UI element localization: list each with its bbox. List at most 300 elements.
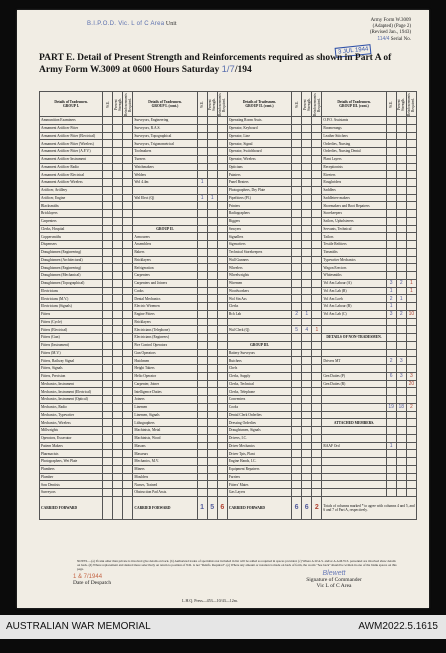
strength-cell (302, 411, 312, 419)
tradesman-label: Mechanics, Instrument (Optical) (40, 396, 103, 404)
strength-cell (113, 334, 123, 342)
tradesman-label: Conveniers (227, 396, 291, 404)
required-cell (312, 124, 322, 132)
required-cell (217, 171, 227, 179)
required-cell (406, 450, 416, 458)
strength-cell (113, 117, 123, 125)
tradesman-label: Printers (227, 202, 291, 210)
required-cell (217, 140, 227, 148)
tradesman-label: Equipment Repairers (227, 465, 291, 473)
we-cell (292, 210, 302, 218)
strength-cell (302, 132, 312, 140)
required-cell (123, 303, 133, 311)
required-cell (217, 326, 227, 334)
we-cell: 19 (386, 403, 396, 411)
we-cell (103, 148, 113, 156)
we-cell (103, 256, 113, 264)
strength-cell: 2 (396, 310, 406, 318)
we-cell (386, 171, 396, 179)
we-cell: 3 (386, 279, 396, 287)
tradesman-label (133, 210, 197, 218)
tradesman-label: Mechanics, Radio (40, 403, 103, 411)
we-cell (197, 217, 207, 225)
we-cell (386, 481, 396, 489)
tradesman-label: Coppersmiths (40, 233, 103, 241)
tradesman-label: Helio Operator (133, 372, 197, 380)
required-cell (123, 225, 133, 233)
strength-cell: 3 (396, 357, 406, 365)
strength-cell (302, 256, 312, 264)
we-cell (292, 473, 302, 481)
tradesman-label: Farriers (227, 473, 291, 481)
required-cell (406, 155, 416, 163)
table-row (40, 458, 417, 466)
required-cell (123, 372, 133, 380)
tradesman-label: DETAILS OF NON-TRADESMEN. (322, 334, 386, 342)
required-cell (217, 225, 227, 233)
tradesman-label: Driver Tpts, Plant (227, 450, 291, 458)
tradesman-label (133, 202, 197, 210)
required-cell: 1 (406, 279, 416, 287)
tradesman-label: Clerks, Technical (227, 380, 291, 388)
tradesman-label: Mechanics, Wireless (40, 419, 103, 427)
strength-cell (396, 318, 406, 326)
we-cell (103, 450, 113, 458)
required-cell (406, 442, 416, 450)
we-cell (197, 256, 207, 264)
strength-cell (113, 388, 123, 396)
strength-cell (113, 279, 123, 287)
we-cell (292, 171, 302, 179)
required-cell (312, 225, 322, 233)
we-cell (103, 341, 113, 349)
totals-note: Totals of columns marked * to agree with columns 4 and 5, and 6 and 7 of Part A, respectively. (322, 496, 417, 519)
table-row (40, 233, 417, 241)
tradesman-label: Operating Room Assts. (227, 117, 291, 125)
strength-cell (396, 155, 406, 163)
strength-cell (396, 117, 406, 125)
tradesman-label: Fitters, Precision (40, 372, 103, 380)
required-cell (406, 117, 416, 125)
carried-forward-row (40, 496, 417, 519)
tradesman-label: Fitters, Railway Signal (40, 357, 103, 365)
tradesman-label: Mechanics, M.V. (133, 458, 197, 466)
strength-cell (396, 194, 406, 202)
strength-cell (113, 264, 123, 272)
tradesman-label: Riveters (322, 171, 386, 179)
required-cell (123, 396, 133, 404)
tradesman-label: Vol Am Loeh (322, 295, 386, 303)
we-cell (197, 473, 207, 481)
strength-cell (302, 303, 312, 311)
strength-cell (302, 163, 312, 171)
required-cell (217, 132, 227, 140)
we-cell (197, 450, 207, 458)
required-cell (217, 310, 227, 318)
required-cell (217, 264, 227, 272)
we-cell (197, 272, 207, 280)
required-cell (312, 334, 322, 342)
table-row (40, 217, 417, 225)
strength-cell (207, 396, 217, 404)
required-cell (123, 171, 133, 179)
required-cell: 2 (406, 403, 416, 411)
required-cell (312, 171, 322, 179)
required-cell: 3 (406, 372, 416, 380)
we-cell (292, 450, 302, 458)
strength-cell (396, 132, 406, 140)
we-cell (103, 233, 113, 241)
tradesman-label (322, 450, 386, 458)
strength-cell: 18 (396, 403, 406, 411)
required-cell (312, 434, 322, 442)
required-cell (123, 419, 133, 427)
we-cell (197, 233, 207, 241)
required-cell (406, 334, 416, 342)
strength-cell (207, 465, 217, 473)
strength-cell (207, 334, 217, 342)
strength-cell (207, 186, 217, 194)
required-cell: 20 (406, 380, 416, 388)
signature-label: Signature of Commander (306, 577, 362, 583)
table-row (40, 419, 417, 427)
required-cell (312, 489, 322, 497)
strength-cell (396, 427, 406, 435)
despatch (73, 574, 111, 586)
tradesman-label: Surveyors, Topographical (133, 132, 197, 140)
required-cell (312, 194, 322, 202)
required-cell (217, 334, 227, 342)
strength-cell (396, 380, 406, 388)
required-cell (312, 349, 322, 357)
strength-cell (396, 442, 406, 450)
strength-cell (207, 341, 217, 349)
tradesman-label (322, 403, 386, 411)
we-cell (103, 481, 113, 489)
required-cell (123, 427, 133, 435)
we-cell (386, 341, 396, 349)
tradesman-label: Watchmakers (133, 163, 197, 171)
table-row (40, 434, 417, 442)
strength-cell (396, 264, 406, 272)
we-cell (292, 287, 302, 295)
required-cell (406, 171, 416, 179)
tradesman-label: Carpenters and Joiners (133, 279, 197, 287)
we-cell (103, 303, 113, 311)
required-cell (406, 194, 416, 202)
strength-cell (113, 186, 123, 194)
we-cell (197, 434, 207, 442)
required-cell (217, 256, 227, 264)
unit-handwriting: B.I.P.O.D. Vic. L of C Area (87, 21, 165, 27)
strength-cell (302, 450, 312, 458)
strength-cell (302, 279, 312, 287)
we-cell (197, 427, 207, 435)
tradesman-label: Gun Operators (133, 349, 197, 357)
we-cell (197, 403, 207, 411)
we-cell (292, 303, 302, 311)
strength-cell (207, 264, 217, 272)
we-cell (292, 380, 302, 388)
strength-cell (207, 481, 217, 489)
required-cell (217, 303, 227, 311)
tradesman-label: Electricians (M.V.) (40, 295, 103, 303)
required-cell (123, 334, 133, 342)
tradesman-label: Carpenters (133, 272, 197, 280)
required-cell (406, 179, 416, 187)
strength-cell (207, 450, 217, 458)
required-cell (217, 287, 227, 295)
tradesman-label: Surveyors (40, 489, 103, 497)
we-cell (292, 155, 302, 163)
title-text: Detail of Present Strength and Reinforcements required as shown in Part A of Army Form W.3009 at 0600 Hours Saturday (39, 53, 392, 75)
we-cell: 2 (386, 357, 396, 365)
we-cell (197, 326, 207, 334)
strength-cell (207, 458, 217, 466)
required-cell (312, 357, 322, 365)
carry-label-3: CARRIED FORWARD (227, 496, 291, 519)
tradesman-label: Wheelwrights (227, 272, 291, 280)
required-cell (217, 233, 227, 241)
strength-cell (113, 202, 123, 210)
required-cell (406, 326, 416, 334)
we-cell (386, 256, 396, 264)
required-cell (312, 264, 322, 272)
required-cell (312, 481, 322, 489)
required-cell (123, 248, 133, 256)
tradesman-label: Moulders (133, 473, 197, 481)
we-cell (292, 442, 302, 450)
we-cell (292, 202, 302, 210)
required-cell (123, 287, 133, 295)
serial-number (370, 36, 411, 43)
strength-cell (396, 202, 406, 210)
strength-cell (207, 140, 217, 148)
required-cell (217, 442, 227, 450)
tradesman-label: Shoemakers and Boot Repairers (322, 202, 386, 210)
year: /194 (234, 65, 252, 75)
strength-cell (302, 403, 312, 411)
we-cell (103, 357, 113, 365)
we-cell (386, 365, 396, 373)
we-cell (386, 434, 396, 442)
we-cell (103, 210, 113, 218)
table-row (40, 465, 417, 473)
required-cell (217, 357, 227, 365)
strength-cell (302, 233, 312, 241)
tradesman-label (322, 411, 386, 419)
strength-cell (113, 295, 123, 303)
required-cell (312, 132, 322, 140)
we-cell (292, 148, 302, 156)
table-row (40, 341, 417, 349)
we-cell (386, 163, 396, 171)
we-cell (292, 124, 302, 132)
required-cell (406, 186, 416, 194)
tradesman-label: Wol 4.4m (133, 179, 197, 187)
we-cell (197, 380, 207, 388)
we-cell (386, 148, 396, 156)
required-cell (312, 217, 322, 225)
strength-cell (302, 365, 312, 373)
strength-cell (302, 140, 312, 148)
tradesman-label: Photographers, Wet Plate (40, 458, 103, 466)
we-cell (386, 124, 396, 132)
tradesman-label: Vol Am Lab (R) (322, 287, 386, 295)
required-cell (217, 380, 227, 388)
col-details-4: Details of Tradesmen. GROUP III. (cont.) (322, 92, 386, 117)
tradesman-label: Hatchmen (133, 357, 197, 365)
we-cell (103, 465, 113, 473)
tradesman-label: Pipefitters (Pl.) (227, 194, 291, 202)
we-cell (386, 411, 396, 419)
carry-required-2: 6 (217, 496, 227, 519)
tradesman-label: Painters (227, 171, 291, 179)
tradesman-label: Surveyors, Engineering (133, 117, 197, 125)
required-cell (312, 272, 322, 280)
required-cell (123, 155, 133, 163)
strength-cell (396, 349, 406, 357)
tradesman-label: Drivers, I.C. (227, 434, 291, 442)
required-cell (406, 434, 416, 442)
tradesman-label: Plant Layers (322, 155, 386, 163)
strength-cell (207, 310, 217, 318)
we-cell (103, 403, 113, 411)
we-cell (292, 248, 302, 256)
strength-cell (396, 163, 406, 171)
strength-cell (396, 419, 406, 427)
required-cell (406, 349, 416, 357)
we-cell (386, 117, 396, 125)
required-cell (123, 148, 133, 156)
we-cell (197, 411, 207, 419)
required-cell (217, 411, 227, 419)
strength-cell (113, 318, 123, 326)
strength-cell (207, 349, 217, 357)
we-cell (197, 372, 207, 380)
we-cell (292, 396, 302, 404)
required-cell (312, 256, 322, 264)
strength-cell (113, 225, 123, 233)
strength-cell (396, 148, 406, 156)
strength-cell (113, 372, 123, 380)
strength-cell (113, 365, 123, 373)
strength-cell (113, 140, 123, 148)
we-cell (197, 241, 207, 249)
we-cell (103, 458, 113, 466)
table-row (40, 132, 417, 140)
tradesman-label: Panel Beaters (227, 179, 291, 187)
we-cell (197, 148, 207, 156)
strength-cell (302, 241, 312, 249)
required-cell (123, 450, 133, 458)
we-cell (292, 403, 302, 411)
tradesman-label: Whitesmiths (322, 272, 386, 280)
strength-cell: 1 (396, 295, 406, 303)
tradesman-label: Pharmacists (40, 450, 103, 458)
required-cell (312, 295, 322, 303)
required-cell (406, 124, 416, 132)
tradesman-label: Draughtsmen (Topographical) (40, 279, 103, 287)
we-cell (292, 264, 302, 272)
required-cell (217, 210, 227, 218)
tradesman-label: Wheelers (227, 264, 291, 272)
tradesman-label: Vol Am Labour (B) (322, 303, 386, 311)
strength-cell (396, 233, 406, 241)
tradesman-label: Electricians (40, 287, 103, 295)
form-page (17, 10, 429, 608)
tradesman-label (322, 349, 386, 357)
strength-cell (207, 171, 217, 179)
we-cell (103, 225, 113, 233)
required-cell (312, 241, 322, 249)
required-cell (123, 179, 133, 187)
table-row (40, 148, 417, 156)
tradesman-label: Operator, Wireless (227, 155, 291, 163)
tradesman-label: Orderlies, Nursing Dental (322, 148, 386, 156)
strength-cell (113, 489, 123, 497)
we-cell (292, 349, 302, 357)
we-cell (197, 458, 207, 466)
required-cell (123, 473, 133, 481)
strength-cell (302, 434, 312, 442)
tradesman-label: Butchers (227, 357, 291, 365)
we-cell (103, 194, 113, 202)
strength-cell (396, 217, 406, 225)
strength-cell (113, 341, 123, 349)
serial-label: Serial No. (390, 37, 411, 42)
strength-cell (207, 163, 217, 171)
tradesman-label: Fitters, Signals (40, 365, 103, 373)
tradesman-label: Draughtsmen (Engineering) (40, 248, 103, 256)
required-cell (406, 225, 416, 233)
we-cell (103, 365, 113, 373)
we-cell (103, 419, 113, 427)
tradesman-label: Saw Dentists (40, 481, 103, 489)
tradesman-label: Cooks (133, 287, 197, 295)
strength-cell (396, 396, 406, 404)
we-cell (103, 388, 113, 396)
tradesman-label: Gas Layers (227, 489, 291, 497)
we-cell (103, 349, 113, 357)
required-cell (217, 365, 227, 373)
tradesman-label: Draughtsmen (Architectural) (40, 256, 103, 264)
required-cell (217, 186, 227, 194)
tradesman-label: Dental Mechanics (133, 295, 197, 303)
serial-handwriting: 114/4 (377, 36, 390, 42)
required-cell (312, 233, 322, 241)
strength-cell (302, 334, 312, 342)
strength-cell (396, 334, 406, 342)
tradesman-label: Surveyors, R.A.S. (133, 124, 197, 132)
tradesman-label: Operator, Signal (227, 140, 291, 148)
we-cell (292, 279, 302, 287)
strength-cell (302, 194, 312, 202)
tradesman-label: Receptionists (322, 163, 386, 171)
strength-cell (302, 210, 312, 218)
we-cell (292, 163, 302, 171)
we-cell (103, 295, 113, 303)
we-cell (292, 388, 302, 396)
tradesman-label: Blacksmiths (40, 202, 103, 210)
strength-cell (302, 372, 312, 380)
we-cell (103, 241, 113, 249)
strength-cell (113, 155, 123, 163)
we-cell (103, 489, 113, 497)
required-cell (312, 473, 322, 481)
form-line-1: Army Form W.3009 (370, 18, 411, 23)
strength-cell (302, 349, 312, 357)
